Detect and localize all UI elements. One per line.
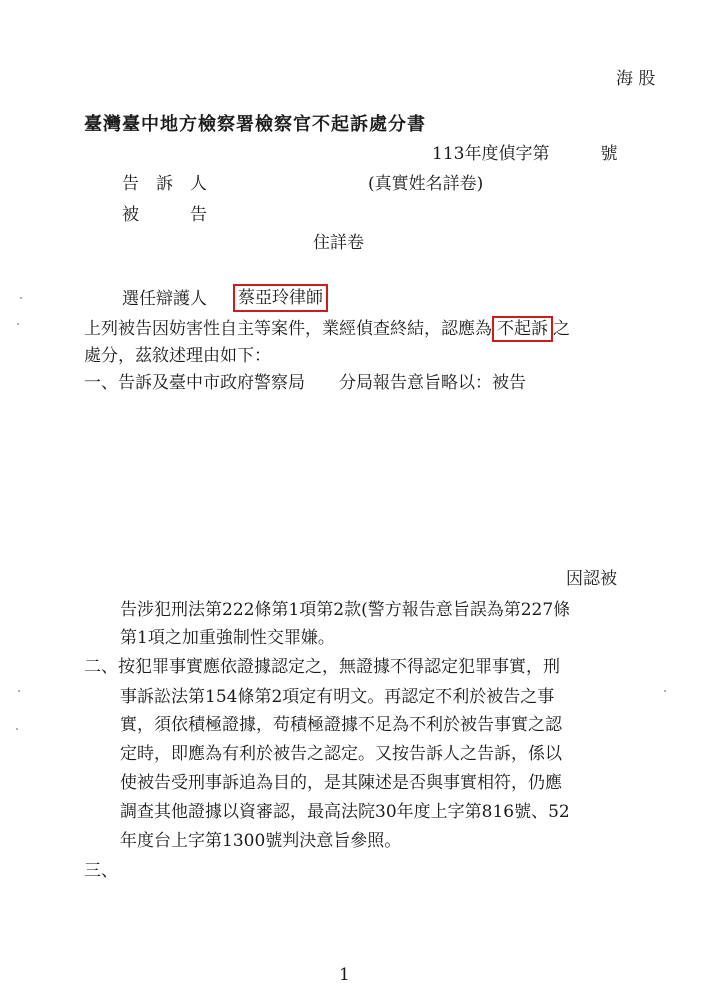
scan-speck bbox=[17, 323, 19, 325]
defendant-label: 被 告 bbox=[122, 205, 207, 225]
counsel-label: 選任辯護人 bbox=[122, 289, 207, 309]
scan-speck bbox=[18, 690, 20, 692]
section2-line-1: 二、按犯罪事實應依證據認定之，無證據不得認定犯罪事實，刑 bbox=[84, 657, 560, 677]
section2-line-2: 事訴訟法第154條第2項定有明文。再認定不利於被告之事 bbox=[120, 687, 555, 707]
section1-line-3: 告涉犯刑法第222條第1項第2款(警方報告意旨誤為第227條 bbox=[120, 600, 571, 620]
complainant-value: (真實姓名詳卷) bbox=[368, 174, 484, 194]
section2-line-5: 使被告受刑事訴追為目的，是其陳述是否與事實相符，仍應 bbox=[120, 773, 562, 793]
intro-line-2: 處分，茲敘述理由如下： bbox=[84, 346, 271, 366]
non-prosecution-highlight: 不起訴 bbox=[492, 316, 553, 342]
defendant-address: 住詳卷 bbox=[313, 233, 364, 253]
document-title: 臺灣臺中地方檢察署檢察官不起訴處分書 bbox=[84, 114, 426, 135]
counsel-name: 蔡亞玲律師 bbox=[233, 284, 328, 312]
section3-label: 三、 bbox=[84, 861, 118, 881]
intro-tail: 之 bbox=[553, 319, 570, 339]
section1-line-4: 第1項之加重強制性交罪嫌。 bbox=[120, 628, 335, 648]
section1-line-1: 一、告訴及臺中市政府警察局 分局報告意旨略以：被告 bbox=[84, 373, 526, 393]
scan-speck bbox=[16, 728, 18, 730]
intro-text: 上列被告因妨害性自主等案件，業經偵查終結，認應為 bbox=[84, 319, 492, 339]
section2-line-6: 調查其他證據以資審認，最高法院30年度上字第816號、52 bbox=[120, 802, 570, 822]
unit-label: 海 股 bbox=[616, 69, 656, 89]
scan-speck bbox=[20, 297, 22, 299]
section1-line-2: 因認被 bbox=[566, 569, 617, 589]
scan-speck bbox=[664, 690, 666, 692]
complainant-label: 告 訴 人 bbox=[122, 174, 207, 194]
section2-line-7: 年度台上字第1300號判決意旨參照。 bbox=[120, 831, 402, 851]
section2-line-3: 實，須依積極證據，苟積極證據不足為不利於被告事實之認 bbox=[120, 715, 562, 735]
section2-line-4: 定時，即應為有利於被告之認定。又按告訴人之告訴，係以 bbox=[120, 744, 562, 764]
page-number: 1 bbox=[339, 965, 350, 985]
case-number: 113年度偵字第 號 bbox=[432, 144, 618, 164]
intro-line-1 bbox=[84, 318, 570, 340]
